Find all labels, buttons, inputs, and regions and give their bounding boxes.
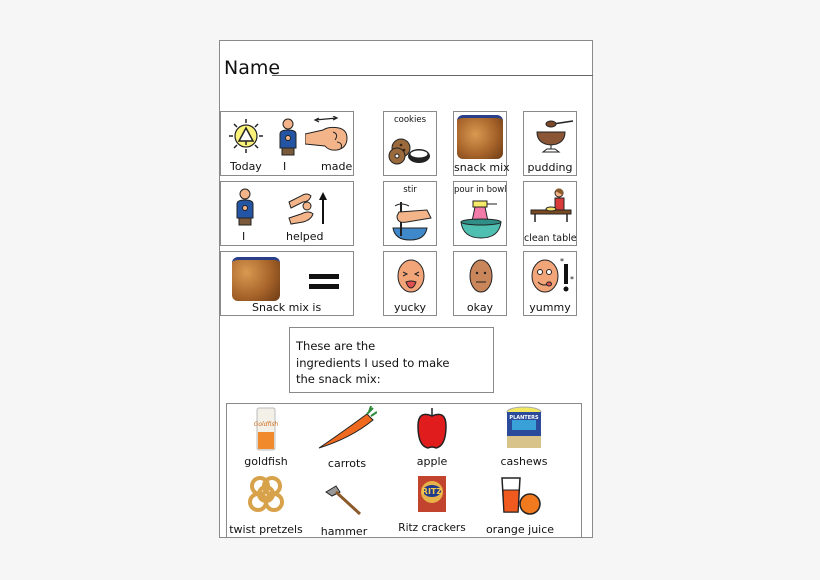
cookies-icon	[387, 134, 435, 166]
ingredient-ritz-crackers[interactable]	[387, 474, 477, 536]
equals-sign-icon	[309, 274, 339, 290]
ritz-crackers-icon	[416, 474, 448, 514]
choice-card-clean-table[interactable]	[523, 181, 577, 246]
choice-card-snack-mix[interactable]	[453, 111, 510, 176]
ingredient-carrots[interactable]	[302, 406, 392, 468]
prompt-line: the snack mix:	[296, 372, 381, 386]
name-label: Name	[224, 57, 281, 79]
ingredient-cashews[interactable]	[479, 406, 569, 468]
yummy-face-icon	[527, 256, 575, 296]
choice-card-cookies[interactable]	[383, 111, 437, 176]
ingredient-apple[interactable]	[387, 406, 477, 468]
pudding-icon	[527, 118, 575, 156]
orange-juice-icon	[498, 474, 542, 518]
choice-label: snack mix	[454, 161, 510, 174]
svg-text:*: *	[570, 275, 574, 284]
svg-text:Goldfish: Goldfish	[254, 421, 278, 428]
choice-label: cookies	[393, 115, 427, 125]
word-i: I	[242, 230, 246, 243]
svg-text:RITZ: RITZ	[421, 487, 443, 496]
cashews-can-icon	[504, 406, 544, 452]
choice-card-yummy[interactable]	[523, 251, 577, 316]
ingredient-label: apple	[416, 455, 448, 468]
choice-card-pudding[interactable]	[523, 111, 577, 176]
ingredients-prompt-box	[289, 327, 494, 393]
clean-table-icon	[527, 186, 575, 226]
apple-icon	[414, 406, 450, 452]
ingredient-label: cashews	[500, 455, 548, 468]
choice-card-yucky[interactable]	[383, 251, 437, 316]
ingredient-label: goldfish	[244, 455, 288, 468]
prompt-line: ingredients I used to make	[296, 355, 450, 370]
ingredient-label: Ritz crackers	[398, 522, 466, 534]
prompt-line: These are the	[296, 339, 376, 353]
word-today: Today	[230, 160, 262, 173]
choice-label: stir	[403, 185, 417, 195]
goldfish-crackers-icon	[254, 406, 278, 452]
sentence-box-today-i-made	[220, 111, 354, 176]
ingredient-label: orange juice	[485, 523, 555, 536]
choice-label: okay	[466, 301, 494, 314]
word-snack-mix-is: Snack mix is	[252, 301, 322, 314]
okay-face-icon	[457, 256, 505, 296]
svg-text:*: *	[560, 257, 564, 266]
sun-today-icon	[227, 118, 265, 154]
choice-label: pudding	[527, 161, 573, 174]
ingredient-label: twist pretzels	[229, 523, 303, 536]
ingredient-label: hammer	[320, 525, 368, 538]
hammer-icon	[324, 484, 364, 518]
choice-label: yucky	[393, 301, 427, 314]
sentence-box-i-helped	[220, 181, 354, 246]
worksheet-page	[219, 40, 593, 538]
choice-label: yummy	[529, 301, 571, 314]
ingredient-goldfish[interactable]	[221, 406, 311, 468]
choice-card-pour-in-bowl[interactable]	[453, 181, 507, 246]
ingredient-hammer[interactable]	[299, 474, 389, 536]
yucky-face-icon	[387, 256, 435, 296]
name-input-line[interactable]	[272, 75, 593, 76]
choice-card-okay[interactable]	[453, 251, 507, 316]
person-i-icon	[277, 118, 299, 156]
word-i: I	[283, 160, 287, 173]
sentence-box-snack-mix-is	[220, 251, 354, 316]
svg-text:PLANTERS: PLANTERS	[509, 415, 539, 421]
choice-label: clean table	[524, 233, 577, 244]
ingredient-label: carrots	[327, 457, 367, 470]
ingredient-twist-pretzels[interactable]	[221, 474, 311, 536]
helped-hands-icon	[287, 188, 329, 226]
choice-card-stir[interactable]	[383, 181, 437, 246]
choice-label: pour in bowl	[454, 185, 507, 195]
snack-mix-icon	[457, 115, 503, 159]
pretzels-icon	[246, 474, 286, 518]
snack-mix-icon	[232, 257, 280, 301]
ingredients-box	[226, 403, 582, 538]
pour-in-bowl-icon	[457, 198, 505, 242]
made-fist-icon	[305, 116, 351, 154]
stir-icon	[387, 198, 435, 242]
carrot-icon	[317, 406, 377, 450]
word-made: made	[321, 160, 353, 173]
person-i-icon	[234, 188, 256, 226]
ingredient-orange-juice[interactable]	[475, 474, 565, 536]
word-helped: helped	[286, 230, 324, 243]
